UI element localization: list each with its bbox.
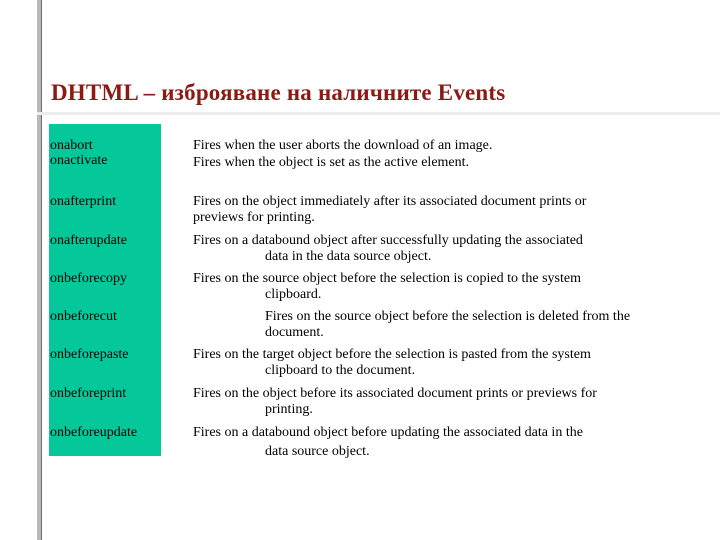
desc-onbeforepaste-line2: clipboard to the document. xyxy=(265,363,416,378)
left-margin-bar-shadow xyxy=(41,0,42,540)
desc-onbeforecopy-line1: Fires on the source object before the selection is copied to the system xyxy=(193,271,582,286)
event-name-onbeforeprint: onbeforeprint xyxy=(50,386,127,401)
event-name-onafterprint: onafterprint xyxy=(50,194,117,209)
desc-onafterupdate-line1: Fires on a databound object after successfully updating the associated xyxy=(193,233,583,248)
desc-onbeforeprint-line1: Fires on the object before its associated document prints or previews for xyxy=(193,386,597,401)
desc-onactivate: Fires when the object is set as the active element. xyxy=(193,155,470,170)
slide-title: DHTML – изброяване на наличните Events xyxy=(51,80,506,105)
event-name-onbeforepaste: onbeforepaste xyxy=(50,347,129,362)
event-name-onbeforecut: onbeforecut xyxy=(50,309,117,324)
desc-onafterprint-line2: previews for printing. xyxy=(193,210,315,225)
desc-onbeforecut-line1: Fires on the source object before the selection is deleted from the xyxy=(265,309,631,324)
event-name-onbeforecopy: onbeforecopy xyxy=(50,271,127,286)
title-divider xyxy=(37,112,720,115)
event-name-onbeforeupdate: onbeforeupdate xyxy=(50,425,138,440)
desc-onbeforeupdate-line1: Fires on a databound object before updating the associated data in the xyxy=(193,425,583,440)
event-name-onabort: onabort xyxy=(50,138,93,153)
event-name-onafterupdate: onafterupdate xyxy=(50,233,127,248)
desc-onbeforepaste-line1: Fires on the target object before the selection is pasted from the system xyxy=(193,347,591,362)
event-names-panel xyxy=(49,124,161,456)
desc-onabort: Fires when the user aborts the download of an image. xyxy=(193,138,493,153)
event-name-onactivate: onactivate xyxy=(50,153,108,168)
desc-onbeforecopy-line2: clipboard. xyxy=(265,287,322,302)
desc-onafterupdate-line2: data in the data source object. xyxy=(265,249,432,264)
desc-onbeforeprint-line2: printing. xyxy=(265,402,313,417)
desc-onbeforecut-line2: document. xyxy=(265,325,324,340)
desc-onbeforeupdate-line2: data source object. xyxy=(265,444,370,459)
desc-onafterprint-line1: Fires on the object immediately after its associated document prints or xyxy=(193,194,587,209)
